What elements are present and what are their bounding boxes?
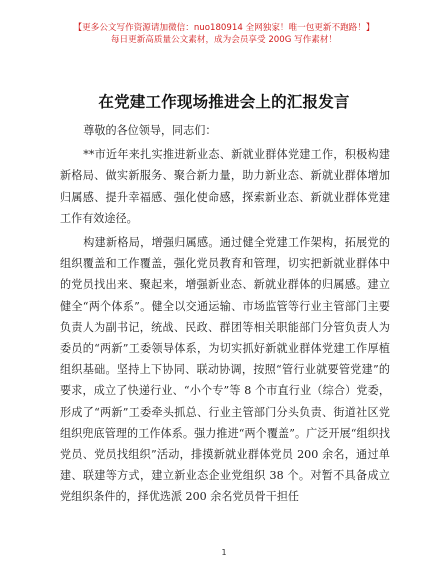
document-title: 在党建工作现场推进会上的汇报发言 bbox=[98, 93, 350, 111]
document-body bbox=[60, 120, 390, 511]
salutation: 尊敬的各位领导，同志们： bbox=[83, 124, 217, 137]
page-number: 1 bbox=[221, 548, 227, 557]
promo-banner-line-1: 【更多公文写作资源请加微信：nuo180914 全网独家！唯一包更新不跑路！】 bbox=[73, 23, 375, 33]
promo-banner bbox=[0, 22, 448, 46]
paragraph-new-pattern: 构建新格局，增强归属感。通过健全党建工作架构，拓展党的组织覆盖和工作覆盖，强化党员教育和管理，切实把新就业群体中的党员找出来、聚起来，增强新业态、新就业群体的归属感。建立健全“两个体系”。健全以交通运输、市场监管等行业主管部门主要负责人为副书记，统战、民政、群团等相关职能部门分管负责人为委员的“两新”工委领导体系，为切实抓好新就业群体党建工作厚植组织基础。坚持上下协同、联动协调，按照“管行业就要管党建”的要求，成立了快递行业、“小个专”等 8 个市直行业（综合）党委，形成了“两新”工委牵头抓总、行业主管部门分头负责、街道社区党组织兜底管理的工作体系。强力推进“两个覆盖”。广泛开展“组织找党员、党员找组织”活动，排摸新就业群体党员 200 余名，通过单建、联建等方式，建立新业态企业党组织 38 个。对暂不具备成立党组织条件的，择优选派 200 余名党员骨干担任 bbox=[60, 236, 390, 504]
promo-banner-line-2: 每日更新高质量公文素材，成为会员享受 200G 写作素材！ bbox=[110, 35, 338, 45]
paragraph-intro: **市近年来扎实推进新业态、新就业群体党建工作，积极构建新格局、做实新服务、聚合新力量，助力新业态、新就业群体增加归属感、提升幸福感、强化使命感，探索新业态、新就业群体党建工作有效途径。 bbox=[60, 148, 390, 225]
